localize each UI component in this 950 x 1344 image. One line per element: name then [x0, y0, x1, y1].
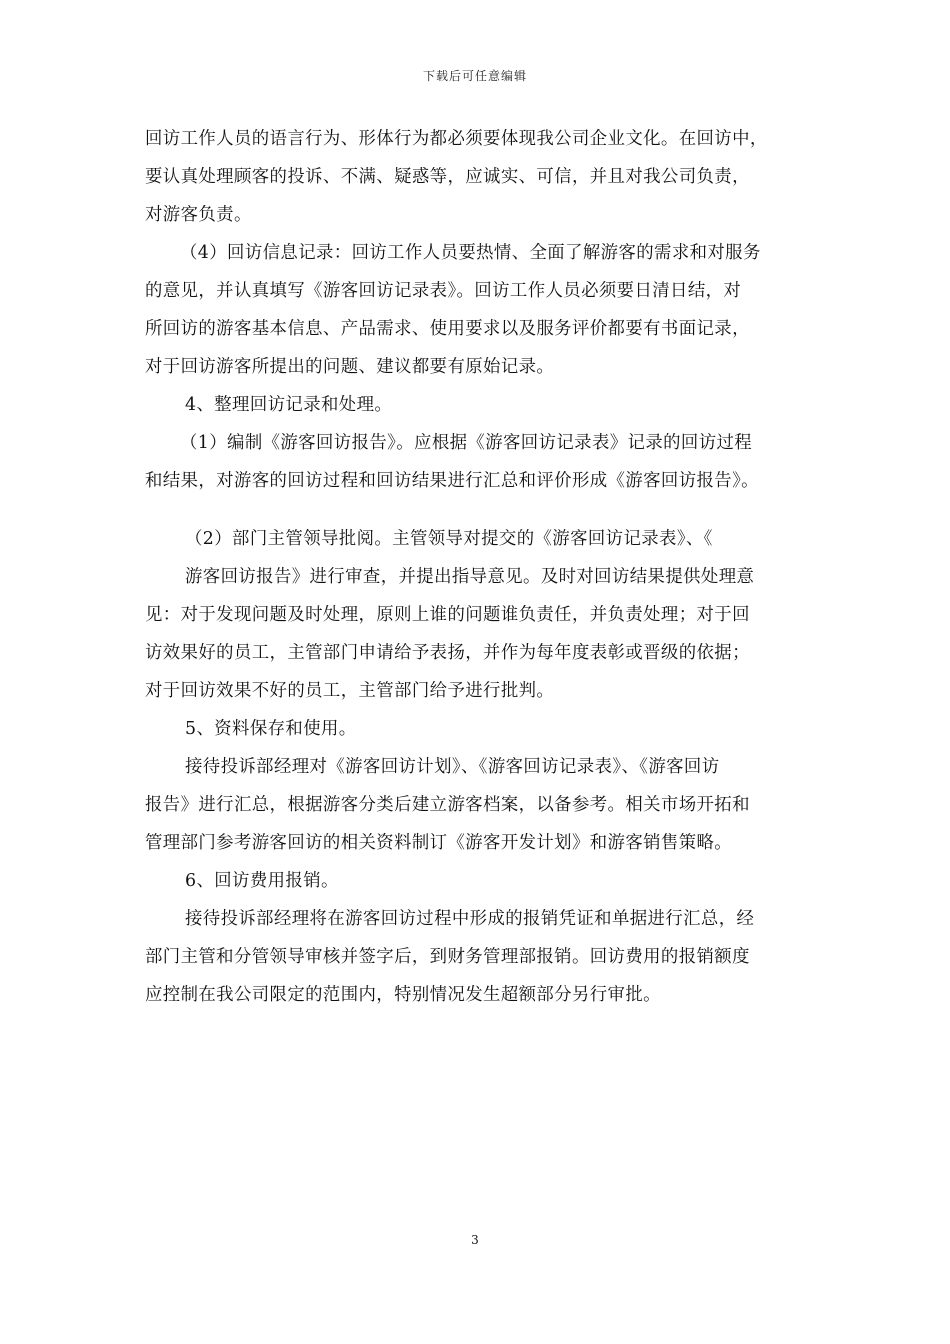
paragraph-line: 对于回访效果不好的员工，主管部门给予进行批判。 — [145, 681, 555, 701]
page-number: 3 — [471, 1233, 479, 1247]
section-heading: 6、回访费用报销。 — [185, 871, 339, 891]
section-heading: 4、整理回访记录和处理。 — [185, 395, 393, 415]
paragraph-gap — [145, 500, 825, 520]
paragraph-line: 所回访的游客基本信息、产品需求、使用要求以及服务评价都要有书面记录， — [145, 319, 750, 339]
paragraph-line: 见：对于发现问题及时处理，原则上谁的问题谁负责任，并负责处理；对于回 — [145, 605, 750, 625]
paragraph-line: 的意见，并认真填写《游客回访记录表》。回访工作人员必须要日清日结，对 — [145, 281, 742, 301]
paragraph-line: 接待投诉部经理对《游客回访计划》、《游客回访记录表》、《游客回访 — [185, 757, 720, 777]
paragraph-line: 报告》进行汇总，根据游客分类后建立游客档案，以备参考。相关市场开拓和 — [145, 795, 750, 815]
section-heading: 5、资料保存和使用。 — [185, 719, 357, 739]
paragraph-line: 回访工作人员的语言行为、形体行为都必须要体现我公司企业文化。在回访中， — [145, 129, 768, 149]
document-body — [145, 120, 825, 1014]
paragraph-line: （4）回访信息记录：回访工作人员要热情、全面了解游客的需求和对服务 — [180, 243, 761, 263]
paragraph-line: 应控制在我公司限定的范围内，特别情况发生超额部分另行审批。 — [145, 985, 661, 1005]
paragraph-line: 游客回访报告》进行审查，并提出指导意见。及时对回访结果提供处理意 — [185, 567, 755, 587]
page-header: 下载后可任意编辑 — [422, 69, 527, 83]
paragraph-line: （2）部门主管领导批阅。主管领导对提交的《游客回访记录表》、《 — [185, 529, 713, 549]
paragraph-line: 部门主管和分管领导审核并签字后，到财务管理部报销。回访费用的报销额度 — [145, 947, 750, 967]
paragraph-line: 访效果好的员工，主管部门申请给予表扬，并作为每年度表彰或晋级的依据； — [145, 643, 750, 663]
paragraph-line: 和结果，对游客的回访过程和回访结果进行汇总和评价形成《游客回访报告》。 — [145, 471, 759, 491]
paragraph-line: （1）编制《游客回访报告》。应根据《游客回访记录表》记录的回访过程 — [180, 433, 753, 453]
paragraph-line: 对游客负责。 — [145, 205, 252, 225]
paragraph-line: 管理部门参考游客回访的相关资料制订《游客开发计划》和游客销售策略。 — [145, 833, 733, 853]
paragraph-line: 对于回访游客所提出的问题、建议都要有原始记录。 — [145, 357, 555, 377]
paragraph-line: 要认真处理顾客的投诉、不满、疑惑等，应诚实、可信，并且对我公司负责， — [145, 167, 750, 187]
paragraph-line: 接待投诉部经理将在游客回访过程中形成的报销凭证和单据进行汇总，经 — [185, 909, 755, 929]
